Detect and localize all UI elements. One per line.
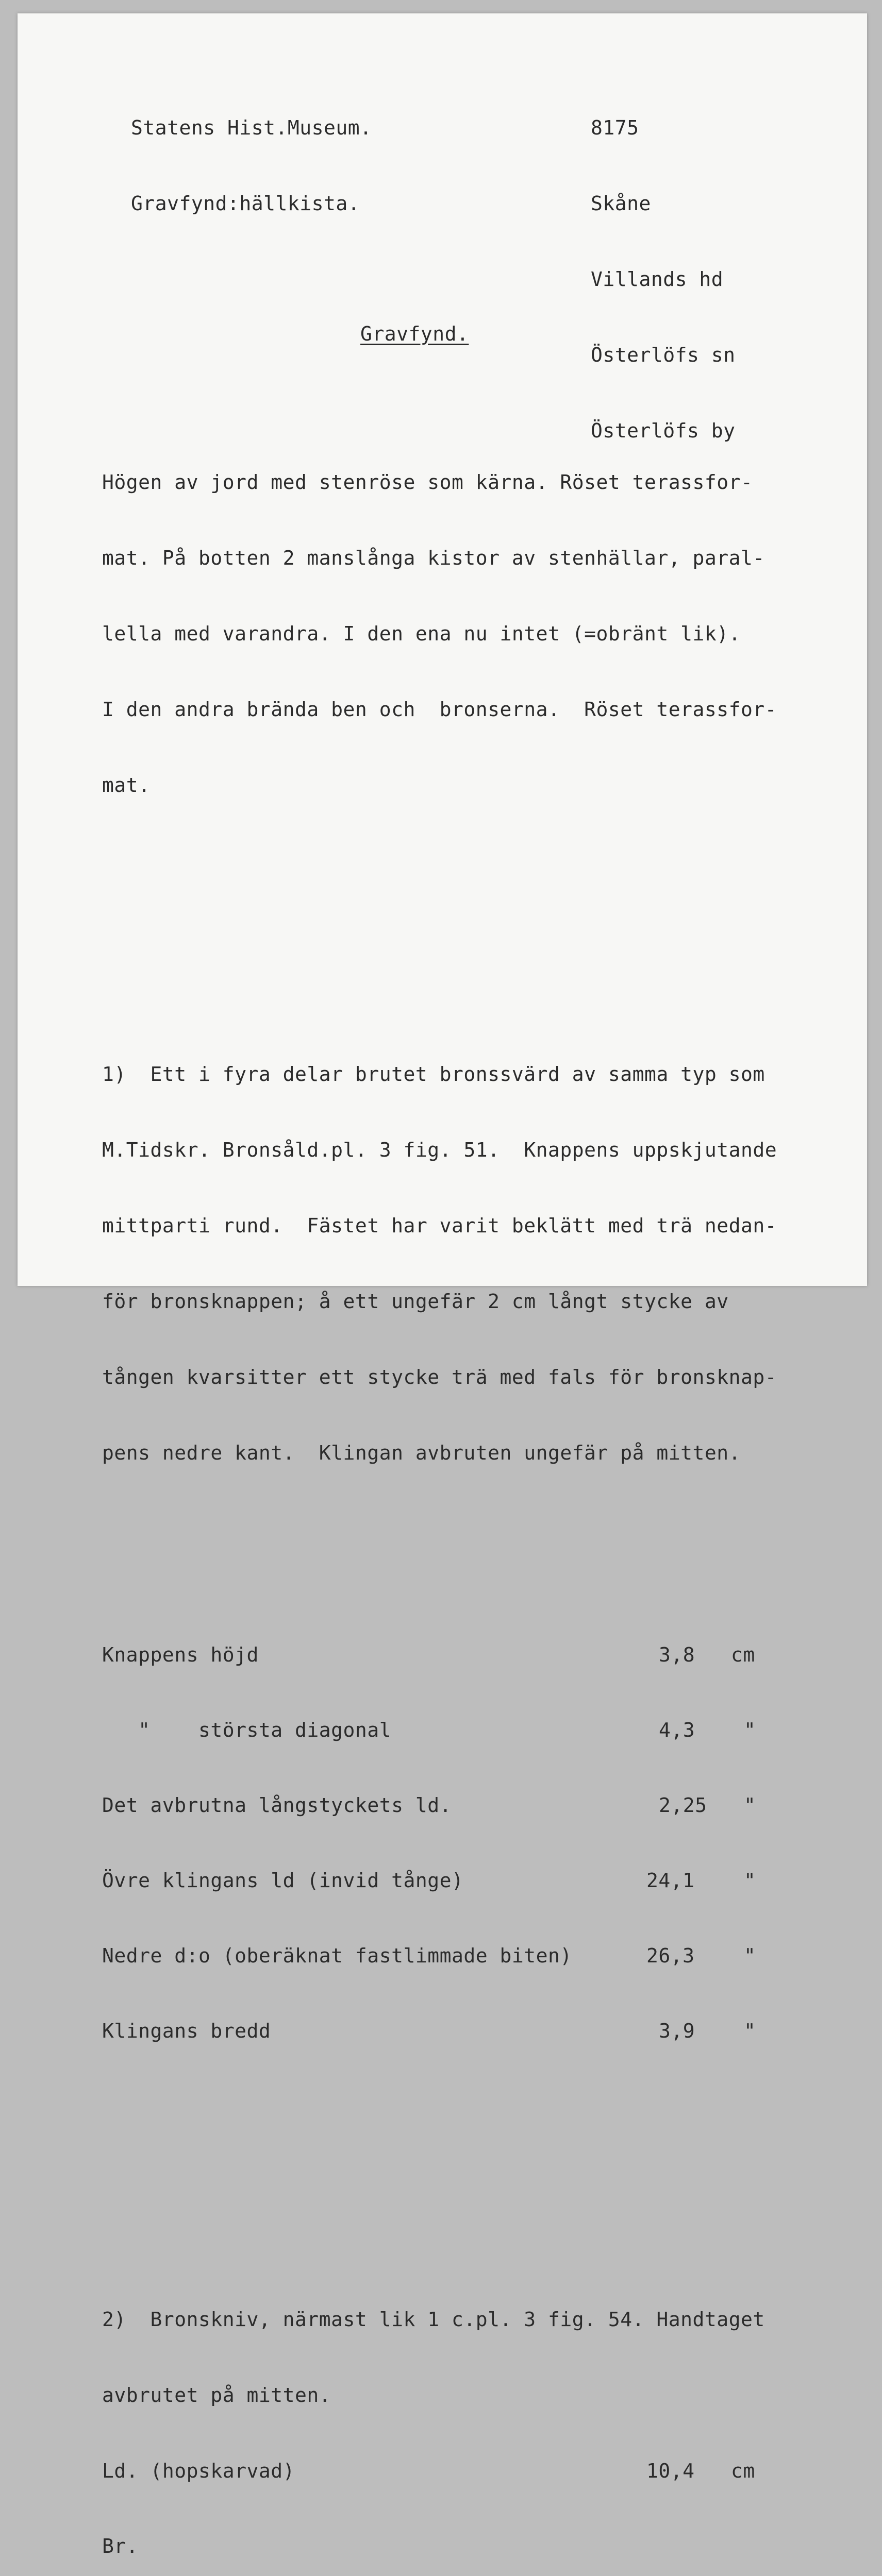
intro-line: mat. [102, 774, 151, 796]
measurement-value: 2,25 [659, 1794, 707, 1817]
intro-line: Högen av jord med stenröse som kärna. Röset terassfor- [102, 471, 753, 494]
document-title: Gravfynd. [360, 323, 469, 345]
item-1-line: pens nedre kant. Klingan avbruten ungefär på mitten. [102, 1442, 741, 1464]
item-1-line: tången kvarsitter ett stycke trä med fals för bronsknap- [102, 1366, 777, 1388]
district: Villands hd [591, 268, 724, 291]
measurement-unit: " [744, 1794, 756, 1817]
document-body [102, 369, 777, 2576]
measurement-unit: " [744, 1869, 756, 1892]
measurement-unit: cm [731, 2460, 755, 2482]
measurement-unit: " [744, 2020, 756, 2042]
measurement-row [102, 1943, 777, 1968]
measurement-value: 26,3 [646, 1944, 695, 1967]
measurement-value: 3,9 [659, 2020, 695, 2042]
find-category: Gravfynd:hällkista. [131, 192, 360, 215]
measurement-value: 10,4 [646, 2460, 695, 2482]
measurement-label: Klingans bredd [102, 2020, 271, 2042]
item-2-breadth: Br. [102, 2535, 139, 2557]
item-1-line: för bronsknappen; å ett ungefär 2 cm långt stycke av [102, 1290, 729, 1313]
measurement-value: 24,1 [646, 1869, 695, 1892]
measurement-value: 3,8 [659, 1643, 695, 1666]
measurement-row [102, 1868, 777, 1893]
province: Skåne [591, 192, 651, 215]
item-1-line: mittparti rund. Fästet har varit beklätt med trä nedan- [102, 1214, 777, 1237]
measurement-row [102, 1718, 777, 1742]
parish: Österlöfs sn [591, 344, 736, 366]
measurement-label: " största diagonal [102, 1719, 392, 1741]
document-sheet [18, 13, 867, 2557]
measurement-row [102, 1642, 777, 1667]
intro-paragraph [102, 419, 777, 849]
item-2-line: 2) Bronskniv, närmast lik 1 c.pl. 3 fig. 54. Handtaget [102, 2308, 765, 2331]
item-1-line: M.Tidskr. Bronsåld.pl. 3 fig. 51. Knappens uppskjutande [102, 1139, 777, 1161]
measurement-row [102, 1793, 777, 1818]
intro-line: lella med varandra. I den ena nu intet (=obränt lik). [102, 622, 741, 645]
measurement-unit: " [744, 1719, 756, 1741]
intro-line: I den andra brända ben och bronserna. Röset terassfor- [102, 698, 777, 721]
measurement-label: Nedre d:o (oberäknat fastlimmade biten) [102, 1944, 572, 1967]
item-1-measurements [102, 1592, 777, 2094]
item-1-paragraph [102, 1011, 777, 1516]
measurement-label: Övre klingans ld (invid tånge) [102, 1869, 464, 1892]
measurement-unit: cm [731, 1643, 755, 1666]
measurement-value: 4,3 [659, 1719, 695, 1741]
item-2-line: avbrutet på mitten. [102, 2384, 331, 2406]
intro-line: mat. På botten 2 manslånga kistor av stenhällar, paral- [102, 547, 765, 569]
measurement-unit: " [744, 1944, 756, 1967]
institution: Statens Hist.Museum. [131, 116, 372, 139]
village: Österlöfs by [591, 419, 736, 442]
item-1-line: 1) Ett i fyra delar brutet bronssvärd av samma typ som [102, 1063, 765, 1086]
item-2-paragraph [102, 2257, 777, 2576]
measurement-label: Knappens höjd [102, 1643, 259, 1666]
measurement-row [102, 2019, 777, 2043]
catalog-number: 8175 [591, 116, 639, 139]
measurement-label: Ld. (hopskarvad) [102, 2460, 295, 2482]
measurement-label: Det avbrutna långstyckets ld. [102, 1794, 452, 1817]
header-left [131, 65, 372, 267]
measurement-row [102, 2459, 777, 2483]
